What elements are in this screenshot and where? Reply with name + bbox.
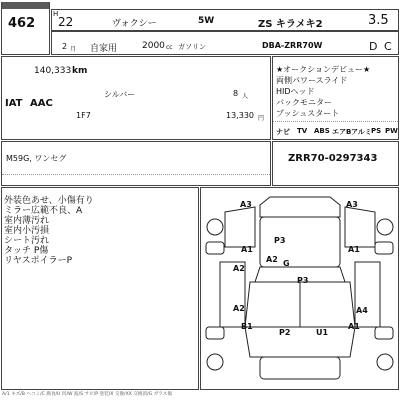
mileage: 140,333 xyxy=(34,66,72,76)
model-code: DBA-ZRR70W xyxy=(262,41,323,50)
sales-point: 両側パワースライド xyxy=(276,76,348,85)
damage-label: G xyxy=(283,259,290,268)
month-unit: 月 xyxy=(70,46,77,53)
sales-point: プッシュスタート xyxy=(276,109,340,118)
damage-label: A3 xyxy=(240,200,252,209)
note-line: ミラー広範不良、A xyxy=(4,206,83,216)
lot-header xyxy=(2,2,49,9)
recycle-unit: 円 xyxy=(258,115,265,122)
car-outline-diagram xyxy=(200,187,399,390)
cc-unit: cc xyxy=(166,44,173,51)
damage-label: A2 xyxy=(233,304,245,313)
note-line: 室内小汚損 xyxy=(4,226,50,236)
year-era: H xyxy=(53,10,59,18)
sales-point: バックモニター xyxy=(276,98,332,107)
equip-airbag: エアB xyxy=(332,128,352,136)
note-line: シート汚れ xyxy=(4,236,50,246)
footer-legend: A/1 キズ/B ヘコミ/C 腐食/U 凹/W 波/S サビ/P 塗装/X 交換/XX 交換済/G ガラス傷 xyxy=(2,392,172,397)
seats: 8 xyxy=(233,89,239,98)
equip-pw: PW xyxy=(385,127,398,135)
note-line: 外装色あせ、小傷有り xyxy=(4,196,94,206)
interior-grade: D xyxy=(369,40,378,53)
divider xyxy=(273,121,398,122)
damage-label: A4 xyxy=(356,306,368,315)
exterior-grade: C xyxy=(384,40,392,53)
note-line: リヤスポイラーP xyxy=(4,256,73,266)
equip-navi: ナビ xyxy=(276,128,290,136)
equip-ps: PS xyxy=(371,127,382,135)
damage-label: P3 xyxy=(297,276,309,285)
divider xyxy=(2,174,270,175)
damage-label: P3 xyxy=(274,236,286,245)
damage-label: A2 xyxy=(233,264,245,273)
damage-label: U1 xyxy=(316,328,329,337)
header-row-1 xyxy=(51,9,399,31)
chassis-number: ZRR70-0297343 xyxy=(288,153,378,164)
seats-unit: 人 xyxy=(242,93,249,100)
damage-label: A1 xyxy=(241,245,253,254)
equip-tv: TV xyxy=(297,127,308,135)
color-code: 1F7 xyxy=(76,111,91,120)
options-text: M59G, ワンセグ xyxy=(6,154,67,163)
sales-point: ★オークションデビュー★ xyxy=(276,65,371,74)
doors: 5W xyxy=(198,16,215,26)
fuel: ガソリン xyxy=(178,43,206,51)
displacement: 2000 xyxy=(142,41,165,51)
year: 22 xyxy=(58,15,74,29)
damage-label: A2 xyxy=(266,255,278,264)
ac-type: AAC xyxy=(30,98,53,109)
recycle-deposit: 13,330 xyxy=(226,111,254,120)
damage-label: B1 xyxy=(241,322,253,331)
month: 2 xyxy=(62,42,68,51)
damage-label: A1 xyxy=(348,245,360,254)
damage-label: A1 xyxy=(348,322,360,331)
sales-point: HIDヘッド xyxy=(276,87,315,96)
score: 3.5 xyxy=(368,13,389,28)
transmission: IAT xyxy=(5,98,23,109)
equip-alloy: アルミ xyxy=(351,128,372,136)
equip-abs: ABS xyxy=(314,127,330,135)
use-type: 自家用 xyxy=(90,44,118,54)
grade: ZS キラメキ2 xyxy=(258,19,323,30)
mileage-unit: km xyxy=(72,66,88,76)
color: シルバー xyxy=(104,90,136,99)
note-line: タッチ P傷 xyxy=(4,246,49,256)
lot-number: 462 xyxy=(8,16,36,31)
damage-label: P2 xyxy=(279,328,291,337)
model-name: ヴォクシー xyxy=(112,19,157,29)
damage-label: A3 xyxy=(346,200,358,209)
note-line: 室内薄汚れ xyxy=(4,216,50,226)
